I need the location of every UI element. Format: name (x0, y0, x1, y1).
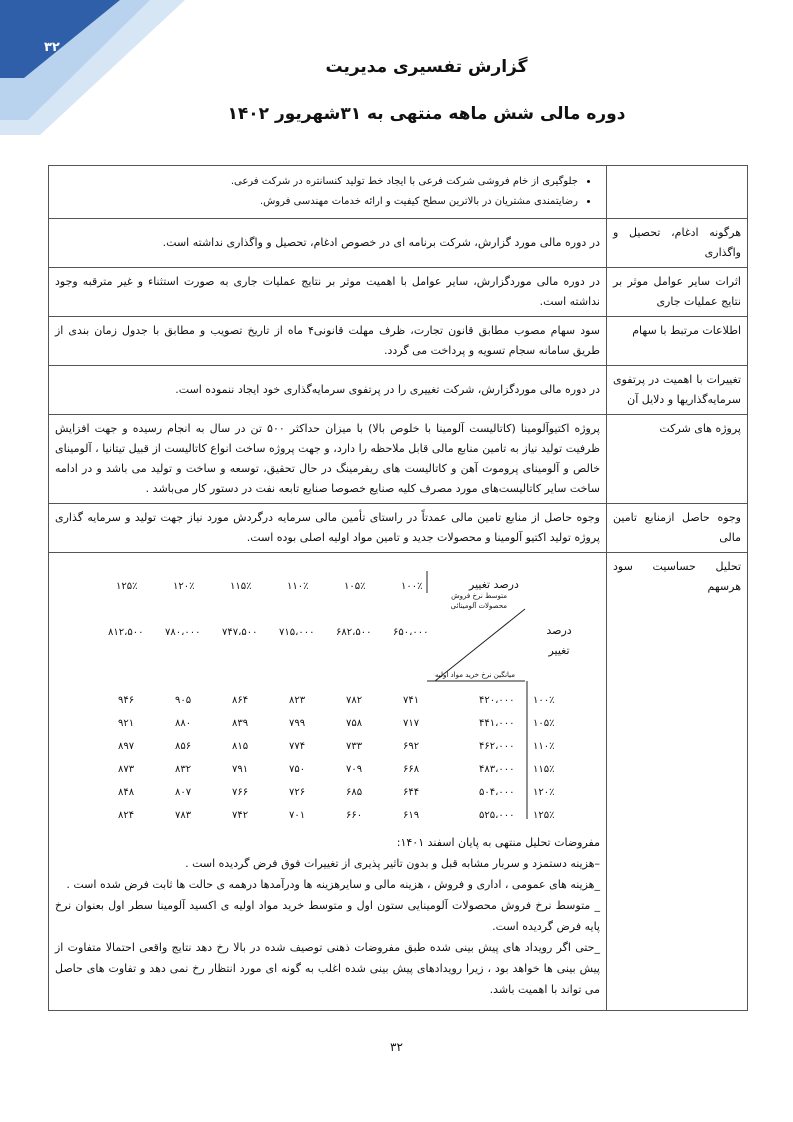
eps-value: ۷۴۱ (403, 695, 420, 706)
report-table (48, 165, 748, 1011)
eps-value: ۸۲۴ (118, 810, 135, 821)
table-row (49, 504, 748, 553)
row-price: ۴۸۳،۰۰۰ (479, 764, 515, 775)
portfolio-text: در دوره مالی موردگزارش، شرکت تغییری را در پرتفوی سرمایه‌گذاری خود ایجاد ننموده است. (49, 366, 607, 415)
row-price: ۴۶۲،۰۰۰ (479, 741, 515, 752)
row-price: ۵۰۴،۰۰۰ (479, 787, 515, 798)
table-row (49, 317, 748, 366)
funding-text: وجوه حاصل از منابع تامین مالی عمدتاً در راستای تأمین مالی سرمایه درگردش مورد نیاز جهت تولید و سرمایه گذاری پروژه تولید اکتیو آلومینا و محصولات جدید و تامین مواد اولیه اصلی بوده است. (49, 504, 607, 553)
col-pct: ۱۲۵٪ (116, 581, 138, 592)
sensitivity-notes (55, 832, 600, 1000)
table-row (49, 268, 748, 317)
table-row (49, 553, 748, 1011)
col-pct: ۱۲۰٪ (173, 581, 195, 592)
eps-value: ۶۹۲ (403, 741, 420, 752)
row-pct: ۱۱۰٪ (533, 741, 555, 752)
merger-label: هرگونه ادغام، تحصیل و واگذاری (607, 219, 748, 268)
col-price: ۶۵۰،۰۰۰ (393, 627, 429, 638)
eps-value: ۷۵۰ (289, 764, 306, 775)
eps-value: ۷۳۳ (346, 741, 363, 752)
eps-value: ۸۳۲ (175, 764, 192, 775)
eps-value: ۸۰۷ (175, 787, 192, 798)
row-header-sub: میانگین نرخ خرید مواد اولیه (435, 671, 516, 679)
eps-value: ۸۴۸ (118, 787, 135, 798)
shares-label: اطلاعات مرتبط با سهام (607, 317, 748, 366)
bullet-list (55, 172, 600, 212)
bullet-item: • رضایتمندی مشتریان در بالاترین سطح کیفیت و ارائه خدمات مهندسی فروش. (55, 192, 578, 212)
eps-value: ۶۶۸ (403, 764, 420, 775)
eps-value: ۹۲۱ (118, 718, 135, 729)
merger-text: در دوره مالی مورد گزارش، شرکت برنامه ای در خصوص ادغام، تحصیل و واگذاری نداشته است. (49, 219, 607, 268)
eps-value: ۸۵۶ (175, 741, 192, 752)
portfolio-label: تغییرات با اهمیت در پرتفوی سرمایه‌گذاریها و دلایل آن (607, 366, 748, 415)
eps-value: ۶۴۴ (403, 787, 420, 798)
eps-value: ۷۹۹ (289, 718, 306, 729)
eps-value: ۸۲۳ (289, 695, 306, 706)
eps-value: ۷۲۶ (289, 787, 306, 798)
footer-page-number: ۳۲ (390, 1040, 403, 1054)
row-price: ۴۲۰،۰۰۰ (479, 695, 515, 706)
col-header-title: درصد تغییر (469, 578, 519, 591)
note-line: _ متوسط نرخ فروش محصولات آلومینایی ستون اول و متوسط خرید مواد اولیه ی اکسید آلومینا سطر اول بعنوان نرخ پایه فرض گردیده است. (55, 899, 600, 933)
eps-value: ۷۴۲ (232, 810, 249, 821)
sensitivity-label: تحلیل حساسیت سود هرسهم (607, 553, 748, 1011)
row-price: ۵۲۵،۰۰۰ (479, 810, 515, 821)
col-pct: ۱۰۰٪ (401, 581, 423, 592)
eps-value: ۶۱۹ (403, 810, 420, 821)
eps-value: ۷۱۷ (403, 718, 420, 729)
note-line: _هزینه های عمومی ، اداری و فروش ، هزینه مالی و سایرهزینه ها ودرآمدها درهمه ی حالت ها ثابت فرض شده است . (66, 878, 600, 891)
col-pct: ۱۱۵٪ (230, 581, 252, 592)
eps-value: ۷۶۶ (232, 787, 249, 798)
page-subtitle: دوره مالی شش ماهه منتهی به ۳۱شهریور ۱۴۰۲ (227, 104, 626, 124)
shares-text: سود سهام مصوب مطابق قانون تجارت، ظرف مهلت قانونی۴ ماه از تاریخ تصویب و مطابق با جدول زمان بندی از طریق سامانه سجام تسویه و پرداخت می گردد. (49, 317, 607, 366)
eps-value: ۸۹۷ (118, 741, 135, 752)
bullets-cell (49, 166, 607, 219)
eps-value: ۹۰۵ (175, 695, 192, 706)
eps-value: ۸۶۴ (232, 695, 249, 706)
col-price: ۷۸۰،۰۰۰ (165, 627, 201, 638)
table-row (49, 366, 748, 415)
note-line: مفروضات تحلیل منتهی به پایان اسفند ۱۴۰۱: (396, 836, 600, 849)
eps-value: ۸۱۵ (232, 741, 249, 752)
page-title: گزارش تفسیری مدیریت (325, 57, 528, 77)
eps-value: ۷۸۳ (175, 810, 192, 821)
table-row (49, 415, 748, 504)
col-pct: ۱۱۰٪ (287, 581, 309, 592)
eps-value: ۷۰۱ (289, 810, 306, 821)
row-pct: ۱۰۰٪ (533, 695, 555, 706)
eps-value: ۷۷۴ (289, 741, 306, 752)
eps-value: ۷۸۲ (346, 695, 363, 706)
eps-value: ۷۰۹ (346, 764, 363, 775)
table-row (49, 166, 748, 219)
row-label-empty (607, 166, 748, 219)
sensitivity-lines (55, 557, 601, 832)
table-row (49, 219, 748, 268)
row-pct: ۱۱۵٪ (533, 764, 555, 775)
factors-text: در دوره مالی موردگزارش، سایر عوامل با اهمیت موثر بر نتایج عملیات جاری به صورت استثناء و غیر مترقبه وجود نداشته است. (49, 268, 607, 317)
projects-text: پروژه اکتیوآلومینا (کاتالیست آلومینا با خلوص بالا) با میزان حداکثر ۵۰۰ تن در سال به انجام رسیده و جهت افزایش ظرفیت تولید نیاز به تامین منابع مالی قابل ملاحظه را دارد، و جهت پروژه ساخت انواع کاتالیست از قبیل تیتانیا ، آلومینای خالص و آلومینای پروموت آهن و کاتالیست های ریفرمینگ در حال تحقیق، توسعه و ساخت و تولید می باشد و در ادامه ساخت سایر کاتالیست‌های مورد مصرف کلیه صنایع خصوصا صنایع تابعه نفت در دستور کار می‌باشد . (49, 415, 607, 504)
funding-label: وجوه حاصل ازمنابع تامین مالی (607, 504, 748, 553)
row-pct: ۱۰۵٪ (533, 718, 555, 729)
note-line: _حتی اگر رویداد های پیش بینی شده طبق مفروضات ذهنی توصیف شده در بالا رخ دهد نتایج واقعی احتمالا متفاوت از پیش بینی ها خواهد بود ، زیرا رویدادهای پیش بینی شده اغلب به گونه ای مورد انتظار رخ نمی دهد و تفاوت های حاصل می تواند با اهمیت باشد. (55, 941, 600, 996)
eps-value: ۷۵۸ (346, 718, 363, 729)
eps-value: ۶۸۵ (346, 787, 363, 798)
col-price: ۸۱۲،۵۰۰ (108, 627, 144, 638)
col-header-sub: متوسط نرخ فروش محصولات آلومینائی (450, 592, 507, 610)
factors-label: اثرات سایر عوامل موثر بر نتایج عملیات جاری (607, 268, 748, 317)
projects-label: پروژه های شرکت (607, 415, 748, 504)
eps-value: ۸۷۳ (118, 764, 135, 775)
row-pct: ۱۲۰٪ (533, 787, 555, 798)
eps-value: ۹۴۶ (118, 695, 135, 706)
eps-value: ۷۹۱ (232, 764, 249, 775)
eps-value: ۸۳۹ (232, 718, 249, 729)
row-header-title: درصد تغییر (546, 624, 572, 657)
col-pct: ۱۰۵٪ (344, 581, 366, 592)
page-number-badge: ۳۲ (44, 40, 60, 55)
eps-value: ۸۸۰ (175, 718, 192, 729)
row-pct: ۱۲۵٪ (533, 810, 555, 821)
col-price: ۷۱۵،۰۰۰ (279, 627, 315, 638)
bullet-item: • جلوگیری از خام فروشی شرکت فرعی با ایجاد خط تولید کنسانتره در شرکت فرعی. (55, 172, 578, 192)
eps-value: ۶۶۰ (346, 810, 363, 821)
note-line: –هزینه دستمزد و سربار مشابه قبل و بدون تاثیر پذیری از تغییرات فوق فرض گردیده است . (185, 857, 600, 870)
row-price: ۴۴۱،۰۰۰ (479, 718, 515, 729)
col-price: ۶۸۲،۵۰۰ (336, 627, 372, 638)
sensitivity-table (55, 557, 600, 832)
col-price: ۷۴۷،۵۰۰ (222, 627, 258, 638)
sensitivity-cell (49, 553, 607, 1011)
